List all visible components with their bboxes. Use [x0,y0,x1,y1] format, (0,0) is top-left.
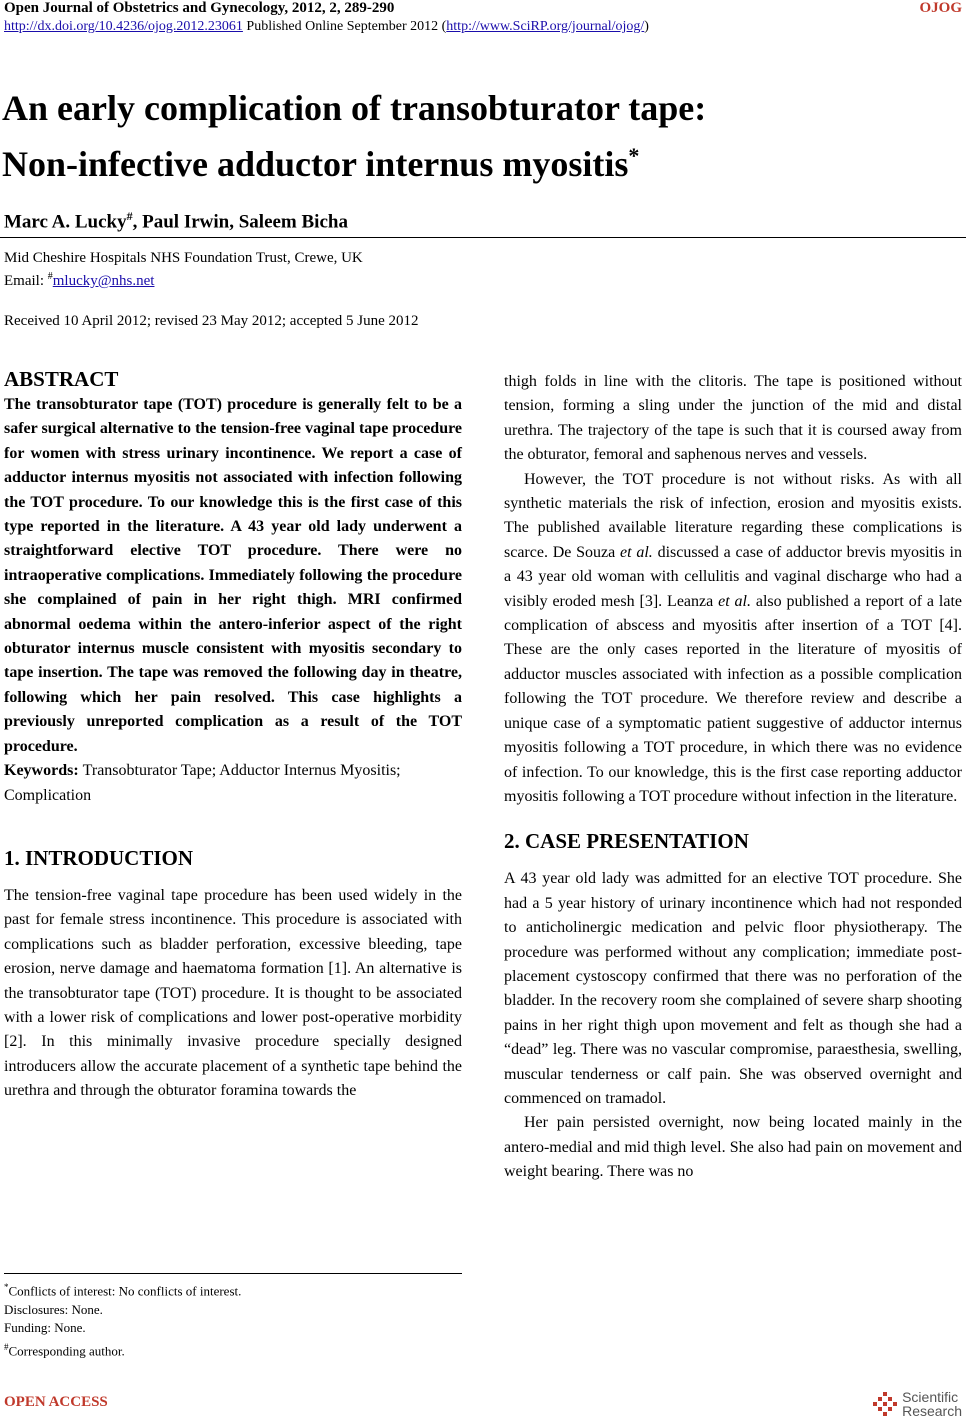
publisher-line-2: Research [902,1403,962,1419]
introduction-heading: 1. INTRODUCTION [4,845,194,870]
left-column [4,365,462,1104]
case-para-2: Her pain persisted overnight, now being located mainly in the antero-medial and mid thigh level. She also had pain on movement and weight bearing. There was no [504,1114,962,1181]
title-line-2-text: Non-infective adductor internus myositis [2,144,629,184]
first-author: Marc A. Lucky [4,211,127,233]
author-list [4,209,348,233]
corresponding-mark: # [126,209,133,223]
footnote-conflicts [4,1278,241,1301]
introduction-para-1-cont: thigh folds in line with the clitoris. The tape is positioned without tension, forming a sling under the junction of the mid and distal urethra. The trajectory of the tape is such that it is coursed away from the obturator, femoral and saphenous nerves and vessels. [504,373,962,464]
footnotes [4,1278,241,1361]
open-access-label: OPEN ACCESS [4,1394,108,1410]
case-para-1: A 43 year old lady was admitted for an elective TOT procedure. She had a 5 year history of urinary incontinence which had not responded to anticholinergic medication and pelvic floor physiotherapy. The procedure was performed without any complication; immediate post-placement cystoscopy confirmed that there was no perforation of the bladder. In the recovery room she complained of severe sharp shooting pains in her right thigh upon movement and felt as though she had a “dead” leg. There was no vascular compromise, paraesthesia, swelling, muscular tenderness or calf pain. She was observed overnight and commenced on tramadol. [504,870,962,1107]
close-paren: ) [644,19,649,34]
footnote-corresponding [4,1338,241,1361]
title-footnote-mark: * [628,143,640,168]
other-authors: , Paul Irwin, Saleem Bicha [132,211,348,233]
footnote-mark-star: * [4,1282,9,1292]
published-text: Published Online September 2012 ( [242,19,447,34]
publisher-line-1: Scientific [902,1389,959,1405]
case-heading: 2. CASE PRESENTATION [504,829,749,854]
et-al-1: et al. [620,543,653,561]
keywords-text: Transobturator Tape; Adductor Internus Myositis; Complication [4,762,401,804]
scientific-research-logo-icon [872,1391,898,1417]
email-mark: # [47,271,53,282]
publisher-logo [872,1390,962,1418]
publisher-name [902,1390,962,1418]
keywords [4,759,462,808]
right-column [504,370,962,1185]
footnote-divider [4,1273,462,1274]
footnote-conflicts-text: Conflicts of interest: No conflicts of interest. [8,1283,242,1299]
paper-title [2,84,952,188]
title-line-2 [2,132,952,188]
abstract-heading: ABSTRACT [4,367,119,391]
received-dates: Received 10 April 2012; revised 23 May 2012; accepted 5 June 2012 [4,313,419,329]
email-line [4,271,154,290]
journal-code: OJOG [919,0,962,16]
footnote-disclosures: Disclosures: None. [4,1301,103,1317]
footnote-funding: Funding: None. [4,1320,86,1336]
journal-info: Open Journal of Obstetrics and Gynecology, 2012, 2, 289-290 [4,0,395,16]
keywords-label: Keywords: [4,762,83,780]
doi-link[interactable]: http://dx.doi.org/10.4236/ojog.2012.23061 [4,19,243,34]
introduction-para-2 [504,468,962,810]
para2-text-a: However, the TOT procedure is not without risks. As with all synthetic materials the risk of infection, erosion and myositis exists. The published available literature regarding these complications is scarce. De Souza [504,470,962,561]
para2-text-b: discussed a case of adductor brevis myositis in a 43 year old woman with cellulitis and vaginal discharge who had a visibly eroded mesh [3]. Leanza [504,543,962,610]
email-link[interactable]: mlucky@nhs.net [52,273,155,289]
email-label: Email: [4,273,48,289]
footnote-mark-hash: # [4,1341,9,1352]
para2-text-c: also published a report of a late complication of abscess and myositis after insertion of a TOT [4]. These are the only cases reported in the literature of myositis of adductor muscles associated with infection as a possible complication following the TOT procedure. We therefore review and describe a unique case of a symptomatic patient suggestive of adductor internus myositis following a TOT procedure, in which there was no evidence of infection. To our knowledge, this is the first case reporting adductor myositis following a TOT procedure without infection in the literature. [504,592,962,805]
footnote-corresponding-text: Corresponding author. [8,1343,125,1359]
affiliation: Mid Cheshire Hospitals NHS Foundation Trust, Crewe, UK [4,250,363,266]
et-al-2: et al. [718,592,751,610]
journal-link[interactable]: http://www.SciRP.org/journal/ojog/ [446,19,645,34]
title-line-1: An early complication of transobturator tape: [2,88,707,128]
publication-line [4,19,649,35]
header-divider [0,237,966,238]
introduction-para-1: The tension-free vaginal tape procedure has been used widely in the past for female stress incontinence. This procedure is associated with complications such as bladder perforation, excessive bleeding, tape erosion, nerve damage and haematoma formation [1]. An alternative is the transobturator tape (TOT) procedure. It is thought to be associated with a lower risk of complications and lower post-operative morbidity [2]. In this minimally invasive procedure specially designed introducers allow the accurate placement of a synthetic tape behind the urethra and through the obturator foramina towards the [4,886,462,1100]
abstract-body: The transobturator tape (TOT) procedure is generally felt to be a safer surgical alternative to the tension-free vaginal tape procedure for women with stress urinary incontinence. We report a case of adductor internus myositis not associated with infection following the TOT procedure. To our knowledge this is the first case of this type reported in the literature. A 43 year old lady underwent a straightforward elective TOT procedure. There were no intraoperative complications. Immediately following the procedure she complained of pain in her right thigh. MRI confirmed abnormal oedema within the antero-inferior aspect of the right obturator internus muscle consistent with myositis secondary to tape insertion. The tape was removed the following day in theatre, following which her pain resolved. This case highlights a previously unreported complication as a result of the TOT procedure. [4,396,462,755]
